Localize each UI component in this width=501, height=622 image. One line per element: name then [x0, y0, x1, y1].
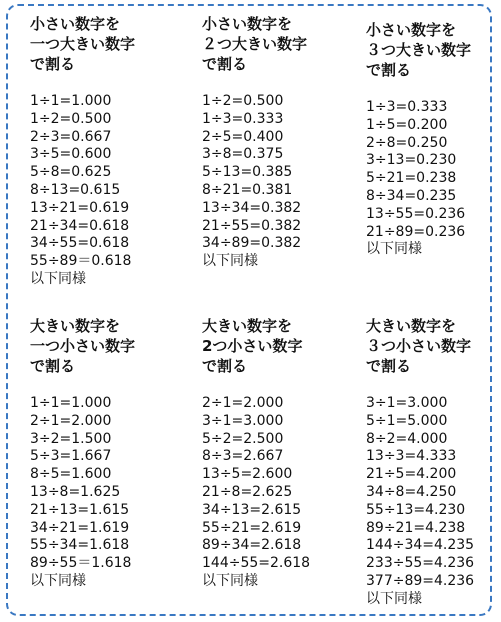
division-line: 2÷5=0.400: [202, 128, 284, 145]
division-line: 5÷21=0.238: [366, 170, 457, 187]
division-line: 55÷89＝0.618: [30, 253, 132, 270]
division-line: 5÷13=0.385: [202, 164, 293, 181]
etcetera-note: 以下同様: [366, 590, 422, 607]
division-line: 13÷34=0.382: [202, 199, 302, 216]
division-line: 8÷13=0.615: [30, 181, 121, 198]
section-heading: 小さい数字を ２つ大きい数字 で割る: [202, 15, 308, 73]
section-large-div-prev: [30, 316, 190, 591]
section-heading: 小さい数字を 一つ大きい数字 で割る: [30, 15, 136, 73]
division-line: 13÷8=1.625: [30, 483, 121, 500]
division-line: 55÷21=2.619: [202, 519, 302, 536]
division-line: 2÷3=0.667: [30, 128, 112, 145]
etcetera-note: 以下同様: [366, 241, 422, 258]
division-line: 8÷21=0.381: [202, 181, 293, 198]
division-line: 34÷8=4.250: [366, 483, 457, 500]
division-line: 13÷3=4.333: [366, 448, 457, 465]
division-line: 3÷1=3.000: [366, 395, 448, 411]
division-line: 13÷55=0.236: [366, 205, 466, 222]
division-line: 2÷1=2.000: [202, 395, 284, 411]
section-large-div-two-down: [202, 316, 362, 591]
division-line: 55÷13=4.230: [366, 501, 466, 518]
etcetera-note: 以下同様: [202, 572, 258, 589]
section-heading: 大きい数字を 2つ小さい数字 で割る: [202, 317, 303, 375]
division-line: 34÷55=0.618: [30, 235, 130, 252]
division-line: 89÷34=2.618: [202, 537, 302, 554]
division-line: 21÷55=0.382: [202, 217, 302, 234]
division-line: 34÷13=2.615: [202, 501, 302, 518]
division-line: 34÷89=0.382: [202, 235, 302, 252]
division-line: 8÷5=1.600: [30, 466, 112, 483]
division-list: [30, 93, 190, 271]
section-small-div-next: [30, 14, 190, 289]
division-line: 1÷2=0.500: [30, 110, 112, 127]
division-line: 21÷13=1.615: [30, 501, 130, 518]
section-small-div-three-up: [366, 20, 501, 259]
division-line: 2÷1=2.000: [30, 412, 112, 429]
division-line: 3÷5=0.600: [30, 146, 112, 163]
division-line: 8÷34=0.235: [366, 187, 457, 204]
etcetera-note: 以下同様: [30, 572, 86, 589]
division-line: 13÷5=2.600: [202, 466, 293, 483]
division-line: 89÷21=4.238: [366, 519, 466, 536]
division-line: 8÷3=2.667: [202, 448, 284, 465]
division-line: 1÷2=0.500: [202, 93, 284, 109]
division-line: 89÷55＝1.618: [30, 555, 132, 572]
division-line: 5÷1=5.000: [366, 412, 448, 429]
division-line: 144÷55=2.618: [202, 555, 311, 572]
division-list: [366, 395, 501, 591]
division-line: 5÷8=0.625: [30, 164, 112, 181]
division-line: 233÷55=4.236: [366, 555, 475, 572]
division-line: 1÷3=0.333: [366, 99, 448, 115]
division-line: 55÷34=1.618: [30, 537, 130, 554]
etcetera-note: 以下同様: [202, 253, 258, 270]
section-heading: 小さい数字を ３つ大きい数字 で割る: [366, 21, 472, 79]
division-line: 3÷13=0.230: [366, 152, 457, 169]
section-small-div-two-up: [202, 14, 362, 271]
division-line: 3÷1=3.000: [202, 412, 284, 429]
etcetera-note: 以下同様: [30, 270, 86, 287]
division-line: 3÷2=1.500: [30, 430, 112, 447]
division-line: 1÷3=0.333: [202, 110, 284, 127]
division-list: [202, 93, 362, 253]
division-line: 144÷34=4.235: [366, 537, 475, 554]
division-line: 21÷5=4.200: [366, 466, 457, 483]
division-line: 3÷8=0.375: [202, 146, 284, 163]
division-list: [366, 99, 501, 241]
division-list: [202, 395, 362, 573]
division-line: 5÷2=2.500: [202, 430, 284, 447]
division-line: 2÷8=0.250: [366, 134, 448, 151]
division-line: 5÷3=1.667: [30, 448, 112, 465]
division-line: 8÷2=4.000: [366, 430, 448, 447]
division-line: 21÷8=2.625: [202, 483, 293, 500]
division-list: [30, 395, 190, 573]
division-line: 13÷21=0.619: [30, 199, 130, 216]
division-line: 1÷1=1.000: [30, 93, 112, 109]
division-line: 21÷34=0.618: [30, 217, 130, 234]
division-line: 34÷21=1.619: [30, 519, 130, 536]
division-line: 1÷5=0.200: [366, 116, 448, 133]
division-line: 377÷89=4.236: [366, 572, 475, 589]
section-heading: 大きい数字を ３つ小さい数字 で割る: [366, 317, 472, 375]
section-large-div-three-down: [366, 316, 501, 609]
division-line: 1÷1=1.000: [30, 395, 112, 411]
division-line: 21÷89=0.236: [366, 223, 466, 240]
section-heading: 大きい数字を 一つ小さい数字 で割る: [30, 317, 136, 375]
